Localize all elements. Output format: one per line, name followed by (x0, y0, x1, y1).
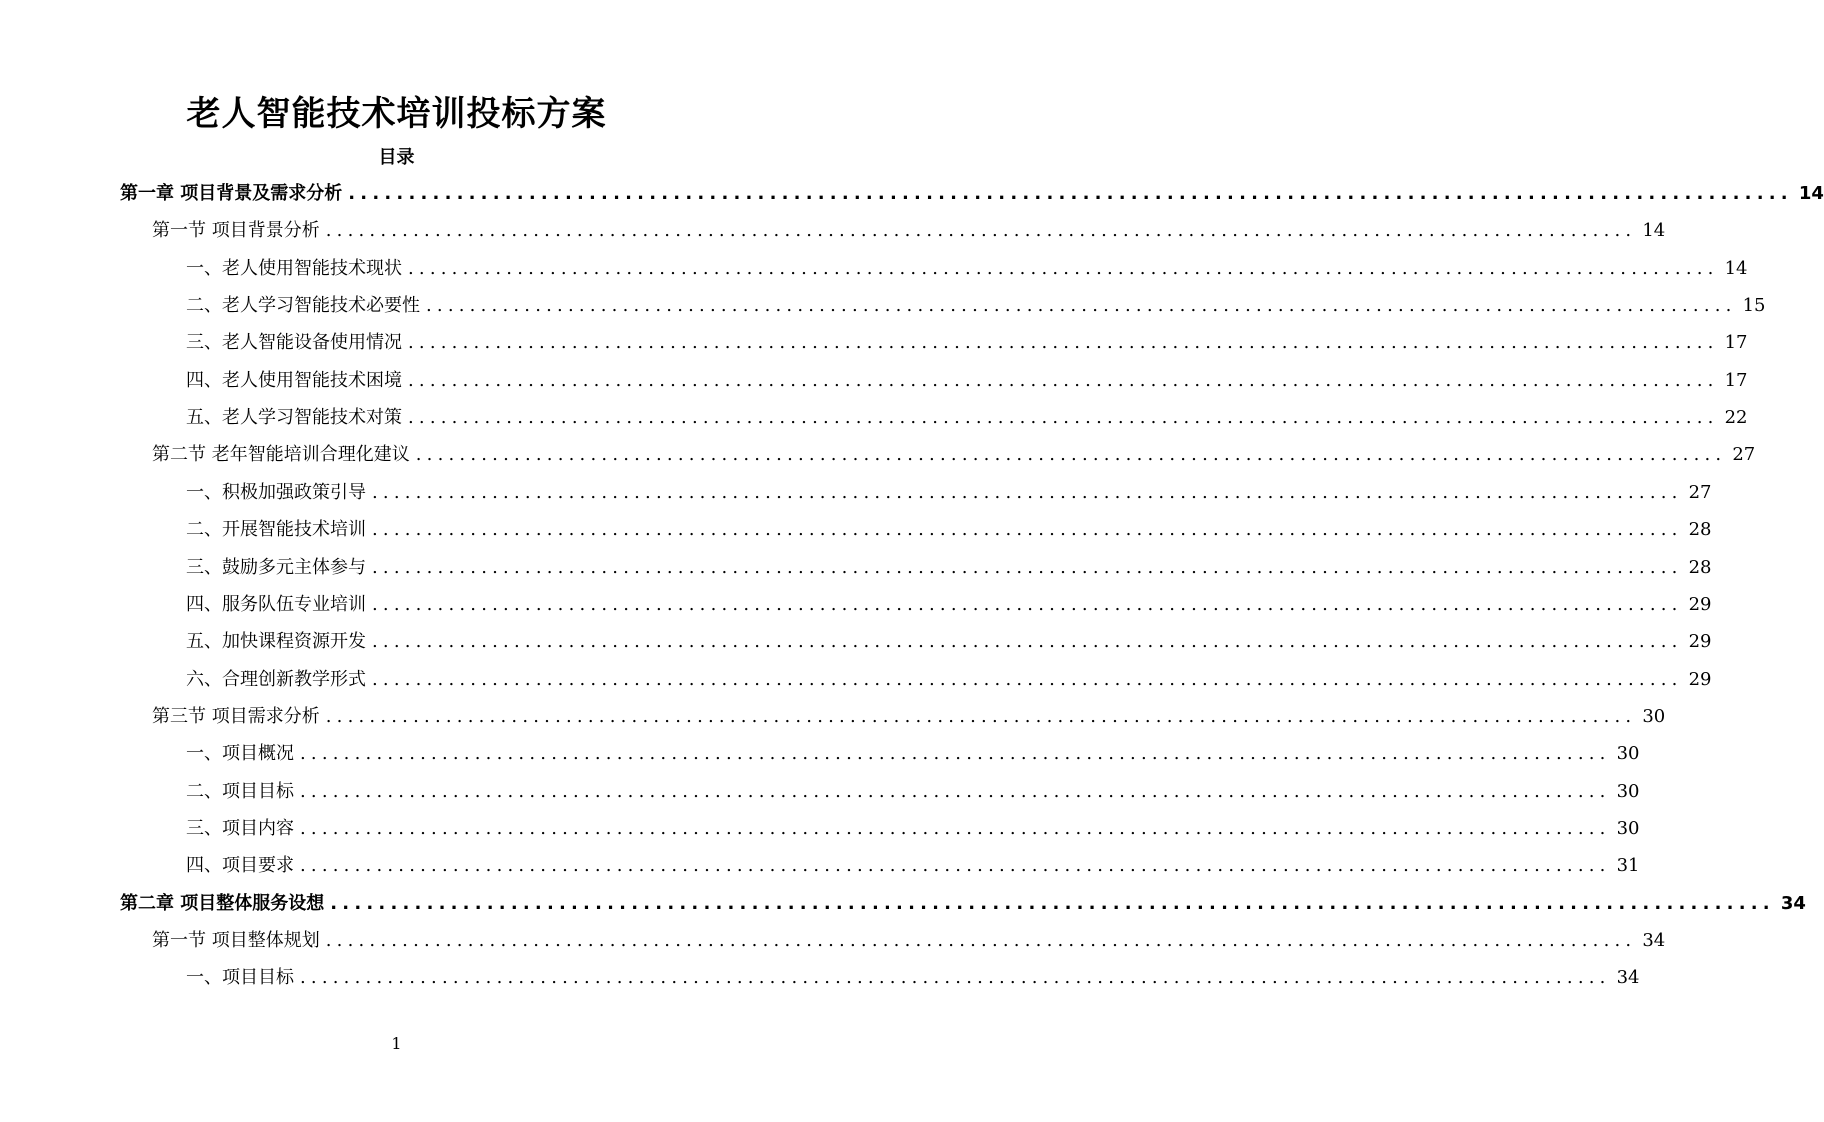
toc-entry-label: 二、项目目标 (186, 780, 294, 802)
toc-entry[interactable] (186, 735, 1640, 772)
toc-entry-label: 五、加快课程资源开发 (186, 631, 366, 653)
toc-entry-label: 一、项目目标 (186, 967, 294, 989)
toc-entry-page: 30 (1642, 705, 1666, 727)
toc-entry-page: 30 (1616, 817, 1640, 839)
toc-entry-label: 三、鼓励多元主体参与 (186, 556, 366, 578)
toc-entry-label: 第二节 老年智能培训合理化建议 (152, 444, 410, 466)
toc-entry-page: 34 (1616, 967, 1640, 989)
toc-entry-page: 22 (1724, 407, 1748, 429)
toc-entry-label: 第三节 项目需求分析 (152, 705, 320, 727)
toc-entry-page: 14 (1798, 183, 1824, 204)
toc-entry-label: 第一节 项目背景分析 (152, 220, 320, 242)
toc-entry-label: 三、老人智能设备使用情况 (186, 332, 402, 354)
toc-leader-dots: ........................................................................................................................ (408, 407, 1719, 429)
toc-leader-dots: ........................................................................................................................ (325, 705, 1637, 727)
toc-leader-dots: ........................................................................................................................ (426, 295, 1737, 317)
toc-leader-dots: ........................................................................................................................ (372, 631, 1683, 653)
toc-leader-dots: ........................................................................................................................ (408, 369, 1719, 391)
toc-entry[interactable] (120, 885, 1806, 922)
toc-leader-dots: ........................................................................................................................ (372, 668, 1683, 690)
toc-leader-dots: ........................................................................................................................ (300, 817, 1611, 839)
page-number: 1 (391, 1034, 402, 1053)
toc-leader-dots: ........................................................................................................................ (408, 332, 1719, 354)
toc-leader-dots: ........................................................................................................................ (325, 220, 1637, 242)
toc-entry[interactable] (186, 287, 1766, 324)
toc-entry[interactable] (186, 959, 1640, 996)
toc-entry-page: 30 (1616, 743, 1640, 765)
toc-entry-page: 14 (1724, 257, 1748, 279)
toc-entry[interactable] (186, 623, 1712, 660)
toc-entry-page: 34 (1780, 892, 1806, 914)
toc-entry[interactable] (186, 362, 1748, 399)
toc-entry-label: 五、老人学习智能技术对策 (186, 407, 402, 429)
toc-entry-page: 29 (1688, 631, 1712, 653)
toc-entry[interactable] (186, 250, 1748, 287)
toc-entry-label: 四、老人使用智能技术困境 (186, 369, 402, 391)
toc-entry-label: 一、老人使用智能技术现状 (186, 257, 402, 279)
toc-leader-dots: ........................................................................................................................ (408, 257, 1719, 279)
toc-entry[interactable] (186, 773, 1640, 810)
toc-entry-label: 第一节 项目整体规划 (152, 930, 320, 951)
toc-entry-page: 27 (1688, 481, 1712, 503)
toc-leader-dots: ........................................................................................................................ (300, 855, 1611, 877)
toc-entry[interactable] (152, 212, 1666, 249)
toc-entry-label: 一、积极加强政策引导 (186, 481, 366, 503)
toc-entry-page: 28 (1688, 556, 1712, 578)
toc-entry-label: 四、服务队伍专业培训 (186, 593, 366, 615)
toc-entry[interactable] (186, 324, 1748, 361)
toc-entry[interactable] (186, 586, 1712, 623)
toc-entry-page: 27 (1732, 444, 1756, 466)
toc-entry[interactable] (186, 399, 1748, 436)
toc-entry[interactable] (186, 847, 1640, 884)
toc-entry-label: 三、项目内容 (186, 817, 294, 839)
toc-entry-label: 第二章 项目整体服务设想 (120, 892, 325, 914)
toc-leader-dots: ........................................................................................................................ (415, 444, 1727, 466)
toc-leader-dots: ........................................................................................................................ (372, 593, 1683, 615)
toc-leader-dots: ........................................................................................................................ (372, 556, 1683, 578)
toc-leader-dots: ........................................................................................................................ (330, 892, 1775, 914)
toc-entry-page: 28 (1688, 519, 1712, 541)
toc-entry[interactable] (152, 436, 1756, 473)
toc-leader-dots: ........................................................................................................................ (372, 519, 1683, 541)
toc-entry[interactable] (186, 810, 1640, 847)
toc-entry[interactable] (120, 175, 1824, 212)
toc-entry-label: 第一章 项目背景及需求分析 (120, 183, 343, 204)
toc-entry-label: 二、老人学习智能技术必要性 (186, 295, 420, 317)
toc-entry[interactable] (152, 922, 1666, 959)
toc-entry[interactable] (186, 511, 1712, 548)
toc-leader-dots: ........................................................................................................................ (348, 183, 1793, 204)
toc-leader-dots: ........................................................................................................................ (300, 780, 1611, 802)
toc-entry-page: 29 (1688, 668, 1712, 690)
toc-entry[interactable] (186, 661, 1712, 698)
toc-entry-page: 30 (1616, 780, 1640, 802)
toc-entry[interactable] (186, 474, 1712, 511)
toc-entry-page: 17 (1724, 332, 1748, 354)
toc-leader-dots: ........................................................................................................................ (325, 930, 1637, 951)
toc-leader-dots: ........................................................................................................................ (300, 743, 1611, 765)
toc-heading: 目录 (378, 147, 415, 168)
toc-entry-page: 34 (1642, 930, 1666, 951)
toc-entry-page: 29 (1688, 593, 1712, 615)
toc-entry-page: 15 (1742, 295, 1766, 317)
toc-entry[interactable] (186, 549, 1712, 586)
toc-leader-dots: ........................................................................................................................ (300, 967, 1611, 989)
toc-entry-label: 一、项目概况 (186, 743, 294, 765)
toc-entry[interactable] (152, 698, 1666, 735)
document-title: 老人智能技术培训投标方案 (186, 94, 607, 134)
toc-leader-dots: ........................................................................................................................ (372, 481, 1683, 503)
toc-entry-page: 17 (1724, 369, 1748, 391)
toc-entry-label: 二、开展智能技术培训 (186, 519, 366, 541)
toc-entry-page: 31 (1616, 855, 1640, 877)
toc-entry-page: 14 (1642, 220, 1666, 242)
toc-entry-label: 四、项目要求 (186, 855, 294, 877)
toc-entry-label: 六、合理创新教学形式 (186, 668, 366, 690)
